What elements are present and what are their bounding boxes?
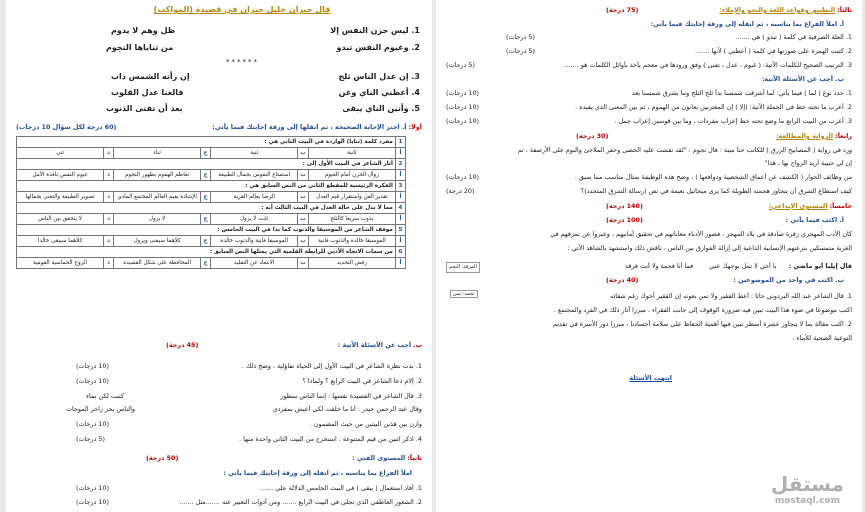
mcq-option-letter: أ: [395, 236, 405, 247]
mcq-question-text: من سمات الاتجاه الأدبي للرابطة القلمية التي يمثلها النص السابق :: [17, 247, 396, 258]
mcq-option-letter: د: [104, 258, 114, 269]
sec5-b-item-2-line2: التوعية الصحية للأبناء .: [792, 334, 852, 342]
mcq-question-row: [17, 137, 406, 148]
mcq-option-letter: ب: [298, 258, 309, 269]
verse-first-half: أعطني الناي وغن: [338, 88, 409, 97]
section-b-header: ب. أجب عن الأسئلة الآتية : (45 درجة): [166, 341, 422, 349]
mcq-number: 6: [395, 247, 405, 258]
mcq-option-letter: أ: [395, 192, 405, 203]
mcq-option-letter: ج: [201, 148, 211, 159]
mcq-option-letter: أ: [395, 214, 405, 225]
verse-5-second: بعد أن تفنى الذنوب: [106, 104, 183, 113]
b-question-4: 4. اذكر اثنين من قيم المتنوعة ، استخرج من البيت الثاني واحدة منها . (5 درجات): [76, 435, 422, 443]
mcq-option-letter: د: [104, 148, 114, 159]
mcq-option-text: تقدير الفن واستقرار قيم العدل: [308, 192, 395, 203]
sec3-a-item-2: 2. كتبت الهمزة على صورتها في كلمة ( أعطني ) لأنها ....... (5 درجات): [506, 47, 852, 55]
verse-3: 3. إن عدل الناس ثلج: [338, 72, 420, 81]
mcq-option-letter: ج: [201, 258, 211, 269]
mcq-option-text: الموسيقا فانية والذنوب خالدة: [211, 236, 298, 247]
mcq-question-row: [17, 247, 406, 258]
mcq-option-text: الابتعاد عن التقليد: [211, 258, 298, 269]
sec5-b-item-2: 2. اكتب مقالة بما لا يتجاوز عشرة أسطر تبين فيها أهمية الحفاظ على سلامة أجسادنا ، مبرزا دور الأسرة في تقديم: [552, 320, 852, 328]
mcq-number: 1: [395, 137, 405, 148]
section5-header: خامساً: المستوى الإبداعي: (140 درجة): [606, 202, 852, 210]
mcq-option-letter: د: [104, 192, 114, 203]
mcq-question-text: موقف الشاعر من الموسيقا والذنوب كما بدا في البيت الخامس :: [17, 225, 396, 236]
verse-4: 4. أعطني الناي وغن: [338, 88, 420, 97]
mcq-option-text: غيوم النفس نافذة الأمل: [17, 170, 104, 181]
mcq-option-letter: ب: [298, 192, 309, 203]
mcq-option-text: الموسيقا خالدة والذنوب فانية: [308, 236, 395, 247]
verse-2: 2. وغيوم النفس تبدو: [336, 43, 420, 52]
sec5-verse: قال إيليا أبو ماضي : يا أخي لا تمل بوجهك عني فما أنا فحمة ولا أنت فرقد المرقد: النجم: [446, 262, 852, 273]
mcq-option-text: كلاهما سيبقى خالدا: [17, 236, 104, 247]
mcq-number: 2: [395, 159, 405, 170]
watermark-sub: mostaql.com: [774, 496, 840, 506]
mcq-option-text: رفض التجديد: [308, 258, 395, 269]
mcq-question-text: أثار الشاعر في البيت الأول إلى :: [17, 159, 396, 170]
sec4-line-4: كيف استطاع الشرق أن يتجاوز هجمته الطويلة كما يرى ميخائيل نعيمة في نص (رسالة الشرق المتجدد)؟ (20 درجة): [446, 187, 852, 195]
mcq-option-letter: ب: [298, 148, 309, 159]
mcq-question-row: [17, 159, 406, 170]
mcq-option-letter: أ: [395, 258, 405, 269]
verse-mark-caption: تحمد: تمن: [450, 290, 478, 298]
sec4-line-2: إن لي حبيبة أريد الزواج بها ، هذا": [764, 159, 852, 167]
mcq-option-text: ثابت لا يزول: [211, 214, 298, 225]
sec4-line-3: من وظائف الحوار ( الكشف عن أعماق الشخصية ودوافعها ) ، وضح هذه الوظيفة بمثال مناسب مما سبق . (10 درجات): [446, 173, 852, 181]
mcq-question-row: [17, 203, 406, 214]
mcq-option-letter: أ: [395, 148, 405, 159]
exam-end-note: انتهت الأسئلة: [629, 374, 672, 382]
mcq-option-text: يذوب سريعا كالثلج: [308, 214, 395, 225]
mcq-options-row: [17, 214, 406, 225]
mcq-option-letter: ب: [298, 170, 309, 181]
sec2-item-1: 1. أفاد استعمال ( يبقى ) في البيت الخامس الدلالة على ....... (10 درجات): [76, 484, 422, 492]
watermark-main: مستقل: [770, 472, 844, 496]
b-question-3-line3: وازن بين هذين البيتين من حيث المضمون . (10 درجات): [76, 420, 422, 428]
section4-header: رابعاً: الرواية والمطالعة: (30 درجة): [576, 132, 852, 140]
mcq-options-row: [17, 258, 406, 269]
mcq-option-text: الرضا بعالم القرية: [211, 192, 298, 203]
mcq-option-text: ثني: [17, 148, 104, 159]
mcq-option-text: كلاهما سيفنى ويزول: [114, 236, 201, 247]
verse-1: 1. ليس حزن النفس إلا: [330, 26, 420, 35]
verse-4-second: فالغنا عدل القلوب: [111, 88, 184, 97]
mcq-option-text: ثناء: [114, 148, 201, 159]
exam-page-right: [436, 0, 862, 512]
mcq-option-text: تصوير الطبيعة والتغني بجمالها: [17, 192, 104, 203]
mcq-option-letter: ج: [201, 170, 211, 181]
verse-first-half: وأنين الناي يبقى: [342, 104, 409, 113]
mcq-option-text: لا يزول: [114, 214, 201, 225]
mcq-option-text: ثانية: [308, 148, 395, 159]
b-question-3: 3. قال الشاعر في القصيدة نفسها : إنما الناس سطور كتبت لكن بماء: [86, 392, 422, 400]
sec3-b-item-2: 2. أعرب ما تحته خط في الجملة الآتية: (إلا ) إن المغتربين يعانون من الهموم ، ثم بين المعنى الذي يفيده . (10 درجات): [446, 103, 852, 111]
sec5-line-2: الغربة متمسكين بنزعتهم الإنسانية الداعية إلى إزالة الفوارق بين الناس ، ناقش ذلك واستشهد بالشاهد الآتي :: [567, 244, 852, 252]
mcq-option-letter: ب: [298, 214, 309, 225]
mcq-option-text: لا يتحقق بين الناس: [17, 214, 104, 225]
mcq-question-text: مما لا يدل على حالة العدل في البيت الثالث أنه :: [17, 203, 396, 214]
sec5-a: أ. اكتب فيما يأتي : (100 درجة): [606, 216, 844, 224]
mcq-option-letter: د: [104, 170, 114, 181]
mcq-option-text: استمتاع النفوس بجمال الطبيعة: [211, 170, 298, 181]
sec3-a-item-3: 3. الترتيب الصحيح للكلمات الآتية: ( غيوم ، عدل ، تفنى ) وفق ورودها في معجم يأخذ بأوائل الكلمات هو ....... (5 درجات): [446, 61, 852, 69]
verse-5: 5. وأنين الناي يبقى: [342, 104, 420, 113]
verse-3-second: إن رأته الشمس ذاب: [111, 72, 190, 81]
b-question-1: 1. بدت نظرة الشاعر في البيت الأول إلى الحياة تفاؤلية ، وضح ذلك . (10 درجات): [76, 362, 422, 370]
exam-page-left: [6, 0, 432, 512]
mcq-option-letter: د: [104, 236, 114, 247]
sec4-line-1: ورد في رواية ( المصابيح الزرق ) للكاتب حنا مينة : قال نجوم : "لقد تفشت عليه الحصى وحفر الملاجئ والنوم على الأرصفة ، ثم: [517, 146, 852, 154]
mcq-options-row: [17, 170, 406, 181]
section1-header: أولا: أ. اختر الإجابة الصحيحة ، ثم انقلها إلى ورقة إجابتك فيما يأتي: (60 درجة لكل سؤال 10 درجات): [16, 123, 422, 131]
mcq-number: 5: [395, 225, 405, 236]
mcq-options-row: [17, 148, 406, 159]
mcq-option-text: المحافظة على شكل القصيدة: [114, 258, 201, 269]
section2-sub: املأ الفراغ بما يناسبه ، ثم انقله إلى ورقة إجابتك فيما يأتي :: [223, 469, 412, 477]
sec3-b-item-1: 1. حدد نوع ( لما ) فيما يأتي: لما أشرقت شمسنا بدأ ثلج الثلج وما تشرق شمسنا بعد (10 درجات): [446, 89, 852, 97]
mcq-option-text: الإشادة بقيم العالم المجتمع المادي: [114, 192, 201, 203]
sec5-b-item-1: 1. قال الشاعر عبد الله البردوني حاثا : أعط الفقير ولا تمن بعونه إن الفقير أخوك رغم شقائه: [610, 292, 852, 300]
verse-2-second: من ثناياها النجوم: [106, 43, 174, 52]
mcq-question-text: الفكرة الرئيسية للمقطع الثاني من النص السابق هي :: [17, 181, 396, 192]
verse-first-half: وغيوم النفس تبدو: [336, 43, 409, 52]
b-question-3-line2: وقال عبد الرحمن حيدر : أنا ما خلقت لكي أعيش بمفردي والناس بحر زاخر الموجات: [66, 405, 422, 413]
verse-first-half: ليس حزن النفس إلا: [330, 26, 409, 35]
mcq-number: 3: [395, 181, 405, 192]
separator-stars: ******: [226, 58, 259, 66]
mcq-option-letter: د: [104, 214, 114, 225]
mcq-question-text: مفرد كلمة (ثنايا) الواردة في البيت الثاني هي :: [17, 137, 396, 148]
verse-first-half: إن عدل الناس ثلج: [338, 72, 409, 81]
sec5-b-item-1-line2: اكتب موضوعا في ضوء هذا البيت تبين فيه ضرورة الوقوف إلى جانب الفقراء ، مبرزا آثار ذلك في الفرد والمجتمع .: [553, 306, 852, 314]
sec3-a: أ. املأ الفراغ بما يناسبه ، ثم انقله إلى ورقة إجابتك فيما يأتي:: [650, 20, 844, 28]
mcq-option-letter: ج: [201, 192, 211, 203]
sec2-item-2: 2. الشعور العاطفي الذي تجلى في البيت الرابع ....... ومن أدوات التعبير عنه .......مثل ....... (10 درجات): [76, 498, 422, 506]
sec5-b: ب. اكتب في واحد من الموضوعين : (40 درجة): [606, 276, 844, 284]
sec3-b: ب. أجب عن الأسئلة الآتية:: [761, 75, 844, 83]
verse-1-second: ظل وهم لا يدوم: [111, 26, 176, 35]
mcq-option-text: ثنية: [211, 148, 298, 159]
sec3-b-item-3: 3. أعرب من البيت الرابع ما وضع تحته خط إعراب مفردات ، وما بين قوسين إعراب جمل . (10 درجات): [446, 117, 852, 125]
section2-header: ثانياً: المستوى الفني : (50 درجة): [146, 454, 422, 462]
mcq-option-letter: ج: [201, 214, 211, 225]
mcq-option-letter: ج: [201, 236, 211, 247]
mcq-option-letter: أ: [395, 170, 405, 181]
mcq-table: [16, 136, 406, 269]
sec3-a-item-1: 1. العلة الصرفية في كلمة ( تبدو ) هي ....... (5 درجات): [506, 33, 852, 41]
mcq-number: 4: [395, 203, 405, 214]
mcq-question-row: [17, 181, 406, 192]
b-question-2: 2. إلام دعا الشاعر في البيت الرابع ؟ ولماذا ؟ (10 درجات): [76, 377, 422, 385]
section3-header: ثالثاً: التطبيق وقواعد اللغة والنحو والإملاء: (75 درجة): [606, 6, 852, 14]
poem-title: قال جبران خليل جبران في قصيدة (المواكب): [153, 5, 331, 14]
mcq-options-row: [17, 236, 406, 247]
sec5-line-1: كان الأدب المهجري زفرة صادقة في بلاد المهجر ، فصور الأدباء معاناتهم في تحقيق أمانيهم ، وعبروا عن تمزقهم في: [550, 230, 852, 238]
mostaql-watermark: [771, 472, 844, 506]
mcq-option-text: الروح الحماسية القومية: [17, 258, 104, 269]
mcq-question-row: [17, 225, 406, 236]
verse-caption: المرقد: النجم: [446, 262, 480, 273]
mcq-option-letter: ب: [298, 236, 309, 247]
mcq-option-text: زوال الحزن أمام الغيوم: [308, 170, 395, 181]
mcq-options-row: [17, 192, 406, 203]
mcq-option-text: تعاظم الهموم بظهور النجوم: [114, 170, 201, 181]
